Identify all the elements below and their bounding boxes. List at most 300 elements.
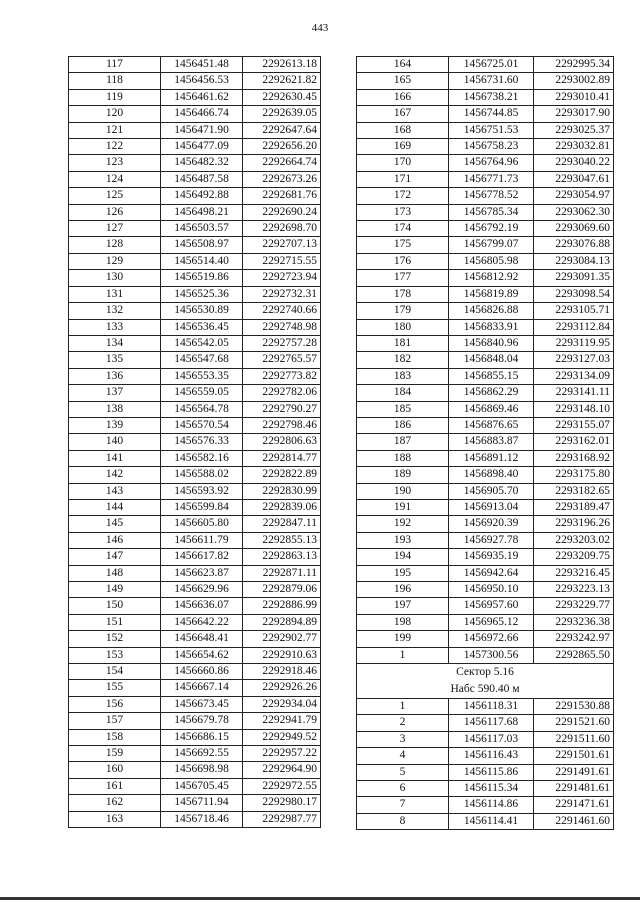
- x-coordinate-cell: 1456848.04: [449, 352, 534, 368]
- point-number-cell: 126: [69, 204, 161, 220]
- x-coordinate-cell: 1456731.60: [449, 73, 534, 89]
- x-coordinate-cell: 1456927.78: [449, 532, 534, 548]
- table-row: [69, 57, 321, 73]
- y-coordinate-cell: 2293047.61: [534, 171, 614, 187]
- table-row: [357, 204, 614, 220]
- table-row: [357, 237, 614, 253]
- table-row: [357, 699, 614, 715]
- table-row: [357, 748, 614, 764]
- sector-header-row: [357, 681, 614, 699]
- point-number-cell: 139: [69, 417, 161, 433]
- y-coordinate-cell: 2292934.04: [243, 696, 321, 712]
- point-number-cell: 134: [69, 335, 161, 351]
- y-coordinate-cell: 2292871.11: [243, 565, 321, 581]
- x-coordinate-cell: 1456629.96: [161, 582, 243, 598]
- x-coordinate-cell: 1456118.31: [449, 699, 534, 715]
- point-number-cell: 129: [69, 253, 161, 269]
- table-row: [69, 565, 321, 581]
- x-coordinate-cell: 1456461.62: [161, 89, 243, 105]
- y-coordinate-cell: 2292957.22: [243, 746, 321, 762]
- table-row: [69, 499, 321, 515]
- y-coordinate-cell: 2293025.37: [534, 122, 614, 138]
- point-number-cell: 163: [69, 811, 161, 827]
- y-coordinate-cell: 2292707.13: [243, 237, 321, 253]
- point-number-cell: 156: [69, 696, 161, 712]
- point-number-cell: 132: [69, 303, 161, 319]
- sector-header-row: [357, 664, 614, 682]
- y-coordinate-cell: 2292798.46: [243, 417, 321, 433]
- point-number-cell: 188: [357, 450, 449, 466]
- table-row: [357, 139, 614, 155]
- point-number-cell: 131: [69, 286, 161, 302]
- x-coordinate-cell: 1456623.87: [161, 565, 243, 581]
- x-coordinate-cell: 1456508.97: [161, 237, 243, 253]
- x-coordinate-cell: 1456492.88: [161, 188, 243, 204]
- x-coordinate-cell: 1456451.48: [161, 57, 243, 73]
- x-coordinate-cell: 1456905.70: [449, 483, 534, 499]
- x-coordinate-cell: 1456679.78: [161, 713, 243, 729]
- x-coordinate-cell: 1456764.96: [449, 155, 534, 171]
- point-number-cell: 122: [69, 139, 161, 155]
- y-coordinate-cell: 2292723.94: [243, 270, 321, 286]
- point-number-cell: 153: [69, 647, 161, 663]
- point-number-cell: 196: [357, 582, 449, 598]
- y-coordinate-cell: 2292748.98: [243, 319, 321, 335]
- table-row: [69, 664, 321, 680]
- x-coordinate-cell: 1456935.19: [449, 549, 534, 565]
- table-row: [357, 434, 614, 450]
- y-coordinate-cell: 2291521.60: [534, 715, 614, 731]
- point-number-cell: 185: [357, 401, 449, 417]
- table-row: [357, 797, 614, 813]
- point-number-cell: 173: [357, 204, 449, 220]
- x-coordinate-cell: 1456705.45: [161, 778, 243, 794]
- x-coordinate-cell: 1456114.41: [449, 813, 534, 829]
- point-number-cell: 8: [357, 813, 449, 829]
- x-coordinate-cell: 1456819.89: [449, 286, 534, 302]
- table-row: [357, 582, 614, 598]
- point-number-cell: 170: [357, 155, 449, 171]
- x-coordinate-cell: 1456840.96: [449, 335, 534, 351]
- y-coordinate-cell: 2292613.18: [243, 57, 321, 73]
- y-coordinate-cell: 2292847.11: [243, 516, 321, 532]
- y-coordinate-cell: 2293189.47: [534, 499, 614, 515]
- y-coordinate-cell: 2293229.77: [534, 598, 614, 614]
- table-row: [357, 73, 614, 89]
- y-coordinate-cell: 2293148.10: [534, 401, 614, 417]
- y-coordinate-cell: 2292822.89: [243, 467, 321, 483]
- x-coordinate-cell: 1456792.19: [449, 221, 534, 237]
- point-number-cell: 117: [69, 57, 161, 73]
- table-row: [69, 467, 321, 483]
- point-number-cell: 147: [69, 549, 161, 565]
- point-number-cell: 198: [357, 614, 449, 630]
- y-coordinate-cell: 2292630.45: [243, 89, 321, 105]
- point-number-cell: 140: [69, 434, 161, 450]
- x-coordinate-cell: 1456498.21: [161, 204, 243, 220]
- x-coordinate-cell: 1456654.62: [161, 647, 243, 663]
- y-coordinate-cell: 2292855.13: [243, 532, 321, 548]
- point-number-cell: 177: [357, 270, 449, 286]
- y-coordinate-cell: 2291481.61: [534, 781, 614, 797]
- x-coordinate-cell: 1456862.29: [449, 385, 534, 401]
- y-coordinate-cell: 2293112.84: [534, 319, 614, 335]
- point-number-cell: 174: [357, 221, 449, 237]
- x-coordinate-cell: 1456114.86: [449, 797, 534, 813]
- table-row: [69, 368, 321, 384]
- sector-title: Сектор 5.16: [357, 664, 614, 682]
- point-number-cell: 3: [357, 731, 449, 747]
- x-coordinate-cell: 1456891.12: [449, 450, 534, 466]
- point-number-cell: 123: [69, 155, 161, 171]
- y-coordinate-cell: 2293069.60: [534, 221, 614, 237]
- x-coordinate-cell: 1456692.55: [161, 746, 243, 762]
- table-row: [357, 532, 614, 548]
- y-coordinate-cell: 2293127.03: [534, 352, 614, 368]
- x-coordinate-cell: 1456771.73: [449, 171, 534, 187]
- y-coordinate-cell: 2292910.63: [243, 647, 321, 663]
- table-row: [357, 647, 614, 663]
- table-row: [69, 106, 321, 122]
- x-coordinate-cell: 1456883.87: [449, 434, 534, 450]
- x-coordinate-cell: 1456686.15: [161, 729, 243, 745]
- table-row: [357, 731, 614, 747]
- table-row: [357, 813, 614, 829]
- table-row: [69, 335, 321, 351]
- x-coordinate-cell: 1456605.80: [161, 516, 243, 532]
- table-row: [357, 467, 614, 483]
- x-coordinate-cell: 1456553.35: [161, 368, 243, 384]
- point-number-cell: 164: [357, 57, 449, 73]
- point-number-cell: 175: [357, 237, 449, 253]
- y-coordinate-cell: 2293017.90: [534, 106, 614, 122]
- point-number-cell: 168: [357, 122, 449, 138]
- table-row: [357, 715, 614, 731]
- x-coordinate-cell: 1456799.07: [449, 237, 534, 253]
- y-coordinate-cell: 2292690.24: [243, 204, 321, 220]
- x-coordinate-cell: 1456812.92: [449, 270, 534, 286]
- table-row: [69, 221, 321, 237]
- y-coordinate-cell: 2292865.50: [534, 647, 614, 663]
- x-coordinate-cell: 1456570.54: [161, 417, 243, 433]
- point-number-cell: 178: [357, 286, 449, 302]
- x-coordinate-cell: 1456482.32: [161, 155, 243, 171]
- point-number-cell: 119: [69, 89, 161, 105]
- table-row: [69, 434, 321, 450]
- left-coordinates-table: [68, 56, 321, 828]
- x-coordinate-cell: 1456564.78: [161, 401, 243, 417]
- x-coordinate-cell: 1456617.82: [161, 549, 243, 565]
- page-bottom-border: [0, 897, 640, 900]
- x-coordinate-cell: 1456869.46: [449, 401, 534, 417]
- table-row: [357, 614, 614, 630]
- x-coordinate-cell: 1456519.86: [161, 270, 243, 286]
- table-row: [357, 417, 614, 433]
- x-coordinate-cell: 1456855.15: [449, 368, 534, 384]
- point-number-cell: 154: [69, 664, 161, 680]
- point-number-cell: 120: [69, 106, 161, 122]
- point-number-cell: 5: [357, 764, 449, 780]
- y-coordinate-cell: 2293162.01: [534, 434, 614, 450]
- x-coordinate-cell: 1456744.85: [449, 106, 534, 122]
- x-coordinate-cell: 1456642.22: [161, 614, 243, 630]
- y-coordinate-cell: 2292863.13: [243, 549, 321, 565]
- point-number-cell: 4: [357, 748, 449, 764]
- point-number-cell: 157: [69, 713, 161, 729]
- x-coordinate-cell: 1456758.23: [449, 139, 534, 155]
- point-number-cell: 151: [69, 614, 161, 630]
- x-coordinate-cell: 1456514.40: [161, 253, 243, 269]
- point-number-cell: 148: [69, 565, 161, 581]
- table-row: [69, 811, 321, 827]
- table-row: [69, 647, 321, 663]
- x-coordinate-cell: 1456588.02: [161, 467, 243, 483]
- point-number-cell: 146: [69, 532, 161, 548]
- table-row: [69, 516, 321, 532]
- y-coordinate-cell: 2292681.76: [243, 188, 321, 204]
- table-row: [69, 319, 321, 335]
- y-coordinate-cell: 2293091.35: [534, 270, 614, 286]
- y-coordinate-cell: 2293076.88: [534, 237, 614, 253]
- table-row: [69, 582, 321, 598]
- y-coordinate-cell: 2292980.17: [243, 795, 321, 811]
- y-coordinate-cell: 2292732.31: [243, 286, 321, 302]
- point-number-cell: 186: [357, 417, 449, 433]
- table-row: [69, 746, 321, 762]
- y-coordinate-cell: 2292773.82: [243, 368, 321, 384]
- table-row: [357, 483, 614, 499]
- x-coordinate-cell: 1456833.91: [449, 319, 534, 335]
- point-number-cell: 171: [357, 171, 449, 187]
- x-coordinate-cell: 1456536.45: [161, 319, 243, 335]
- y-coordinate-cell: 2293155.07: [534, 417, 614, 433]
- point-number-cell: 192: [357, 516, 449, 532]
- y-coordinate-cell: 2293040.22: [534, 155, 614, 171]
- point-number-cell: 197: [357, 598, 449, 614]
- x-coordinate-cell: 1456503.57: [161, 221, 243, 237]
- point-number-cell: 181: [357, 335, 449, 351]
- y-coordinate-cell: 2292806.63: [243, 434, 321, 450]
- y-coordinate-cell: 2293141.11: [534, 385, 614, 401]
- y-coordinate-cell: 2292918.46: [243, 664, 321, 680]
- table-row: [357, 335, 614, 351]
- table-row: [69, 778, 321, 794]
- point-number-cell: 172: [357, 188, 449, 204]
- y-coordinate-cell: 2292647.64: [243, 122, 321, 138]
- x-coordinate-cell: 1456972.66: [449, 631, 534, 647]
- y-coordinate-cell: 2292639.05: [243, 106, 321, 122]
- point-number-cell: 189: [357, 467, 449, 483]
- y-coordinate-cell: 2292715.55: [243, 253, 321, 269]
- table-row: [357, 89, 614, 105]
- table-row: [357, 781, 614, 797]
- table-row: [357, 171, 614, 187]
- x-coordinate-cell: 1456471.90: [161, 122, 243, 138]
- y-coordinate-cell: 2293203.02: [534, 532, 614, 548]
- table-row: [69, 696, 321, 712]
- x-coordinate-cell: 1456751.53: [449, 122, 534, 138]
- point-number-cell: 125: [69, 188, 161, 204]
- point-number-cell: 199: [357, 631, 449, 647]
- x-coordinate-cell: 1456805.98: [449, 253, 534, 269]
- y-coordinate-cell: 2292941.79: [243, 713, 321, 729]
- y-coordinate-cell: 2293209.75: [534, 549, 614, 565]
- x-coordinate-cell: 1456487.58: [161, 171, 243, 187]
- table-row: [357, 549, 614, 565]
- table-row: [357, 319, 614, 335]
- point-number-cell: 193: [357, 532, 449, 548]
- y-coordinate-cell: 2293032.81: [534, 139, 614, 155]
- table-row: [69, 417, 321, 433]
- y-coordinate-cell: 2292664.74: [243, 155, 321, 171]
- y-coordinate-cell: 2293105.71: [534, 303, 614, 319]
- y-coordinate-cell: 2292698.70: [243, 221, 321, 237]
- x-coordinate-cell: 1456547.68: [161, 352, 243, 368]
- y-coordinate-cell: 2293054.97: [534, 188, 614, 204]
- y-coordinate-cell: 2292879.06: [243, 582, 321, 598]
- y-coordinate-cell: 2292656.20: [243, 139, 321, 155]
- y-coordinate-cell: 2291530.88: [534, 699, 614, 715]
- y-coordinate-cell: 2292814.77: [243, 450, 321, 466]
- table-row: [69, 253, 321, 269]
- x-coordinate-cell: 1456673.45: [161, 696, 243, 712]
- table-row: [357, 450, 614, 466]
- table-row: [357, 368, 614, 384]
- table-row: [69, 614, 321, 630]
- x-coordinate-cell: 1456542.05: [161, 335, 243, 351]
- point-number-cell: 187: [357, 434, 449, 450]
- x-coordinate-cell: 1456477.09: [161, 139, 243, 155]
- table-row: [357, 401, 614, 417]
- y-coordinate-cell: 2293196.26: [534, 516, 614, 532]
- x-coordinate-cell: 1456876.65: [449, 417, 534, 433]
- y-coordinate-cell: 2292790.27: [243, 401, 321, 417]
- y-coordinate-cell: 2292987.77: [243, 811, 321, 827]
- right-table-body: [357, 57, 614, 830]
- y-coordinate-cell: 2291511.60: [534, 731, 614, 747]
- point-number-cell: 190: [357, 483, 449, 499]
- x-coordinate-cell: 1456660.86: [161, 664, 243, 680]
- table-row: [357, 286, 614, 302]
- x-coordinate-cell: 1456611.79: [161, 532, 243, 548]
- x-coordinate-cell: 1456593.92: [161, 483, 243, 499]
- table-row: [69, 549, 321, 565]
- y-coordinate-cell: 2292839.06: [243, 499, 321, 515]
- y-coordinate-cell: 2292740.66: [243, 303, 321, 319]
- point-number-cell: 176: [357, 253, 449, 269]
- y-coordinate-cell: 2292886.99: [243, 598, 321, 614]
- y-coordinate-cell: 2291501.61: [534, 748, 614, 764]
- point-number-cell: 150: [69, 598, 161, 614]
- point-number-cell: 194: [357, 549, 449, 565]
- table-row: [69, 680, 321, 696]
- y-coordinate-cell: 2292949.52: [243, 729, 321, 745]
- table-row: [69, 598, 321, 614]
- table-row: [69, 352, 321, 368]
- table-row: [69, 237, 321, 253]
- x-coordinate-cell: 1456636.07: [161, 598, 243, 614]
- x-coordinate-cell: 1456778.52: [449, 188, 534, 204]
- y-coordinate-cell: 2293175.80: [534, 467, 614, 483]
- y-coordinate-cell: 2292964.90: [243, 762, 321, 778]
- point-number-cell: 141: [69, 450, 161, 466]
- x-coordinate-cell: 1456913.04: [449, 499, 534, 515]
- x-coordinate-cell: 1456525.36: [161, 286, 243, 302]
- x-coordinate-cell: 1456950.10: [449, 582, 534, 598]
- y-coordinate-cell: 2291471.61: [534, 797, 614, 813]
- x-coordinate-cell: 1456920.39: [449, 516, 534, 532]
- table-row: [357, 106, 614, 122]
- table-row: [69, 450, 321, 466]
- y-coordinate-cell: 2292757.28: [243, 335, 321, 351]
- table-row: [69, 89, 321, 105]
- left-table-body: [69, 57, 321, 828]
- point-number-cell: 145: [69, 516, 161, 532]
- x-coordinate-cell: 1456559.05: [161, 385, 243, 401]
- y-coordinate-cell: 2292765.57: [243, 352, 321, 368]
- y-coordinate-cell: 2291491.61: [534, 764, 614, 780]
- x-coordinate-cell: 1456117.68: [449, 715, 534, 731]
- right-coordinates-table: [356, 56, 614, 830]
- table-row: [69, 762, 321, 778]
- point-number-cell: 6: [357, 781, 449, 797]
- point-number-cell: 161: [69, 778, 161, 794]
- y-coordinate-cell: 2292995.34: [534, 57, 614, 73]
- table-row: [357, 516, 614, 532]
- x-coordinate-cell: 1456115.34: [449, 781, 534, 797]
- table-row: [69, 188, 321, 204]
- point-number-cell: 142: [69, 467, 161, 483]
- table-row: [69, 385, 321, 401]
- x-coordinate-cell: 1456698.98: [161, 762, 243, 778]
- y-coordinate-cell: 2292926.26: [243, 680, 321, 696]
- table-row: [357, 155, 614, 171]
- y-coordinate-cell: 2292894.89: [243, 614, 321, 630]
- x-coordinate-cell: 1456942.64: [449, 565, 534, 581]
- table-row: [357, 270, 614, 286]
- x-coordinate-cell: 1456116.43: [449, 748, 534, 764]
- x-coordinate-cell: 1456530.89: [161, 303, 243, 319]
- y-coordinate-cell: 2293010.41: [534, 89, 614, 105]
- point-number-cell: 121: [69, 122, 161, 138]
- table-row: [69, 401, 321, 417]
- y-coordinate-cell: 2293168.92: [534, 450, 614, 466]
- point-number-cell: 166: [357, 89, 449, 105]
- x-coordinate-cell: 1456648.41: [161, 631, 243, 647]
- point-number-cell: 135: [69, 352, 161, 368]
- table-row: [357, 253, 614, 269]
- point-number-cell: 137: [69, 385, 161, 401]
- sector-height-label: Набс 590.40 м: [357, 681, 614, 699]
- y-coordinate-cell: 2292902.77: [243, 631, 321, 647]
- table-row: [357, 764, 614, 780]
- table-row: [69, 73, 321, 89]
- point-number-cell: 128: [69, 237, 161, 253]
- x-coordinate-cell: 1456115.86: [449, 764, 534, 780]
- table-row: [69, 171, 321, 187]
- point-number-cell: 184: [357, 385, 449, 401]
- y-coordinate-cell: 2293134.09: [534, 368, 614, 384]
- table-row: [69, 139, 321, 155]
- table-row: [357, 499, 614, 515]
- table-row: [357, 188, 614, 204]
- point-number-cell: 1: [357, 647, 449, 663]
- y-coordinate-cell: 2292830.99: [243, 483, 321, 499]
- point-number-cell: 1: [357, 699, 449, 715]
- point-number-cell: 158: [69, 729, 161, 745]
- table-row: [69, 483, 321, 499]
- point-number-cell: 130: [69, 270, 161, 286]
